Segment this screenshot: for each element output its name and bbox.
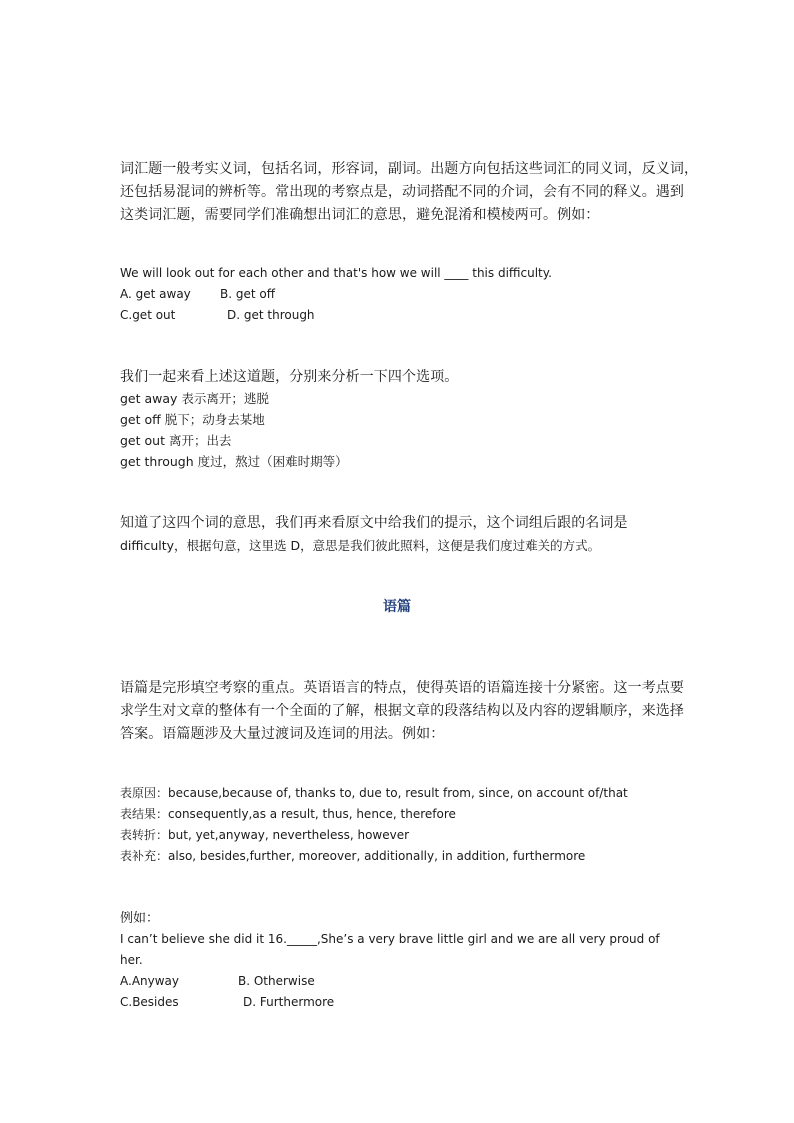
connector-row-result [120,804,676,825]
options-row-2 [120,305,676,326]
connector-words: consequently,as a result, thus, hence, therefore [168,807,456,821]
question-text-continued: her. [120,953,143,967]
intro-line: 还包括易混词的辨析等。常出现的考察点是，动词搭配不同的介词，会有不同的释义。遇到 [120,184,684,200]
example-label: 例如： [120,911,160,926]
connector-words: also, besides,further, moreover, additionally, in addition, furthermore [168,849,586,863]
analysis-item: get off 脱下；动身去某地 [120,412,265,427]
section-heading: 语篇 [383,599,411,615]
analysis-item: get out 离开；出去 [120,433,232,448]
analysis-intro: 我们一起来看上述这道题，分别来分析一下四个选项。 [120,369,459,385]
connector-row-cause [120,783,676,804]
connector-label: 表补充： [120,849,169,863]
conclusion-line: difficulty，根据句意，这里选 D，意思是我们彼此照料，这便是我们度过难关的方式。 [120,538,601,553]
discourse-line: 求学生对文章的整体有一个全面的了解，根据文章的段落结构以及内容的逻辑顺序，来选择 [120,703,684,719]
connector-words: because,because of, thanks to, due to, result from, since, on account of/that [168,786,628,800]
connector-label: 表原因： [120,786,169,800]
option-c: C.get out [120,308,176,322]
intro-line: 词汇题一般考实义词，包括名词，形容词，副词。出题方向包括这些词汇的同义词，反义词， [120,161,699,177]
connector-row-addition [120,846,676,867]
intro-paragraph [120,158,699,227]
example-question-2 [120,908,676,1013]
discourse-line: 答案。语篇题涉及大量过渡词及连词的用法。例如： [120,726,445,742]
example-question-1 [120,263,676,326]
connector-list [120,783,676,867]
discourse-line: 语篇是完形填空考察的重点。英语语言的特点，使得英语的语篇连接十分紧密。这一考点要 [120,680,684,696]
conclusion-line: 知道了这四个词的意思，我们再来看原文中给我们的提示，这个词组后跟的名词是 [120,515,628,531]
options-row-1 [120,284,676,305]
connector-row-contrast [120,825,676,846]
question-text: I can’t believe she did it 16._____,She’s a very brave little girl and we are all very proud of [120,932,660,946]
option-a: A. get away [120,287,191,301]
option-d: D. get through [227,308,315,322]
option-c: C.Besides [120,995,179,1009]
option-a: A.Anyway [120,974,179,988]
option-d: D. Furthermore [243,995,335,1009]
intro-line: 这类词汇题，需要同学们准确想出词汇的意思，避免混淆和模棱两可。例如： [120,207,600,223]
discourse-paragraph [120,677,684,746]
connector-label: 表转折： [120,828,169,842]
option-b: B. Otherwise [238,974,315,988]
analysis-item: get through 度过，熬过（困难时期等） [120,454,348,469]
options-row-1 [120,971,676,992]
conclusion-paragraph [120,512,676,557]
analysis-item: get away 表示离开；逃脱 [120,391,269,406]
analysis-block [120,366,676,472]
question-text: We will look out for each other and that's how we will ____ this difficulty. [120,266,552,280]
connector-words: but, yet,anyway, nevertheless, however [168,828,410,842]
connector-label: 表结果： [120,807,169,821]
option-b: B. get off [220,287,275,301]
options-row-2 [120,992,676,1013]
